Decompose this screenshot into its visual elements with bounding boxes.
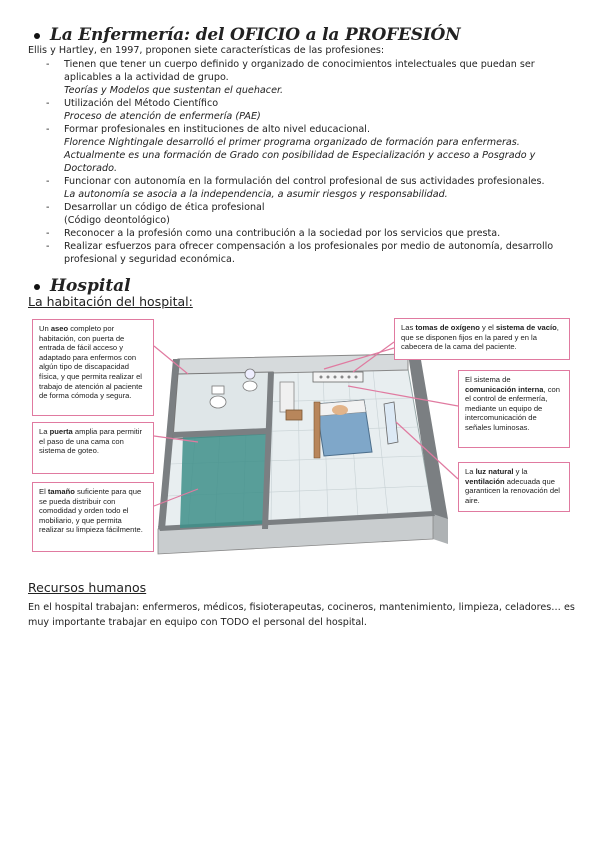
callout-luz: La luz natural y la ventilación adecuada que garanticen la renovación del aire. xyxy=(458,462,570,512)
list-item: - Funcionar con autonomía en la formulación del control profesional de sus actividades profesionales. La autonomía se asocia a la independencia, a asumir riesgos y responsabilidad. xyxy=(46,176,545,200)
hospital-room-figure xyxy=(28,314,574,560)
bullet-icon xyxy=(34,284,40,290)
section-title-recursos: Recursos humanos xyxy=(28,580,147,595)
callout-puerta: La puerta amplia para permitir el paso de una cama con sistema de goteo. xyxy=(32,422,154,474)
intro-text: Ellis y Hartley, en 1997, proponen siete características de las profesiones: xyxy=(28,45,385,56)
patient-icon xyxy=(332,405,348,415)
table-icon xyxy=(286,410,302,420)
list-item: - Reconocer a la profesión como una contribución a la sociedad por los servicios que presta. xyxy=(46,228,501,239)
room-subtitle: La habitación del hospital: xyxy=(28,294,193,309)
bullet-icon xyxy=(34,33,40,39)
professions-list xyxy=(28,58,573,266)
bathroom-door-area xyxy=(180,430,268,528)
list-item: - Utilización del Método Científico Proceso de atención de enfermería (PAE) xyxy=(46,98,261,122)
list-item: - Realizar esfuerzos para ofrecer compensación a los profesionales por medio de autonomía, desarrollo profesional y seguridad económica. xyxy=(46,241,554,265)
list-item: - Formar profesionales en instituciones de alto nivel educacional. Florence Nightingale desarrolló el primer programa organizado de formación para enfermeras. Actualmente es una formación de Grado con posibilidad de Especialización y acceso a Posgrado y Doctorado. xyxy=(46,124,536,174)
list-item: - Desarrollar un código de ética profesional (Código deontológico) xyxy=(46,202,265,226)
section-title-text: La Enfermería: del OFICIO a la PROFESIÓN xyxy=(50,25,461,45)
section-title-oficio xyxy=(34,25,460,45)
callout-tamano: El tamaño suficiente para que se pueda distribuir con comodidad y orden todo el mobiliario, y que permita realizar su limpieza fácilmente. xyxy=(32,482,154,552)
list-item: - Tienen que tener un cuerpo definido y organizado de conocimientos intelectuales que puedan ser aplicables a la actividad de grupo. Teorías y Modelos que sustentan el quehacer. xyxy=(46,59,535,96)
callout-comunicacion: El sistema de comunicación interna, con el control de enfermería, mediante un equipo de intercomunicación de señales luminosas. xyxy=(458,370,570,448)
wardrobe-icon xyxy=(280,382,294,412)
section-title-hospital: Hospital xyxy=(34,276,131,296)
sink-icon xyxy=(243,381,257,391)
toilet-icon xyxy=(210,396,226,408)
recursos-text: En el hospital trabajan: enfermeros, médicos, fisioterapeutas, cocineros, mantenimiento, limpieza, celadores… es muy importante trabajar en equipo con TODO el personal del hospital. xyxy=(28,602,575,628)
callout-aseo: Un aseo completo por habitación, con puerta de entrada de fácil acceso y adaptado para enfermos con algún tipo de discapacidad física, y que permita realizar el trabajo de atención al paciente de forma cómoda y segura. xyxy=(32,319,154,416)
callout-oxigeno: Las tomas de oxígeno y el sistema de vacío, que se disponen fijos en la pared y en la cabecera de la cama del paciente. xyxy=(394,318,570,360)
